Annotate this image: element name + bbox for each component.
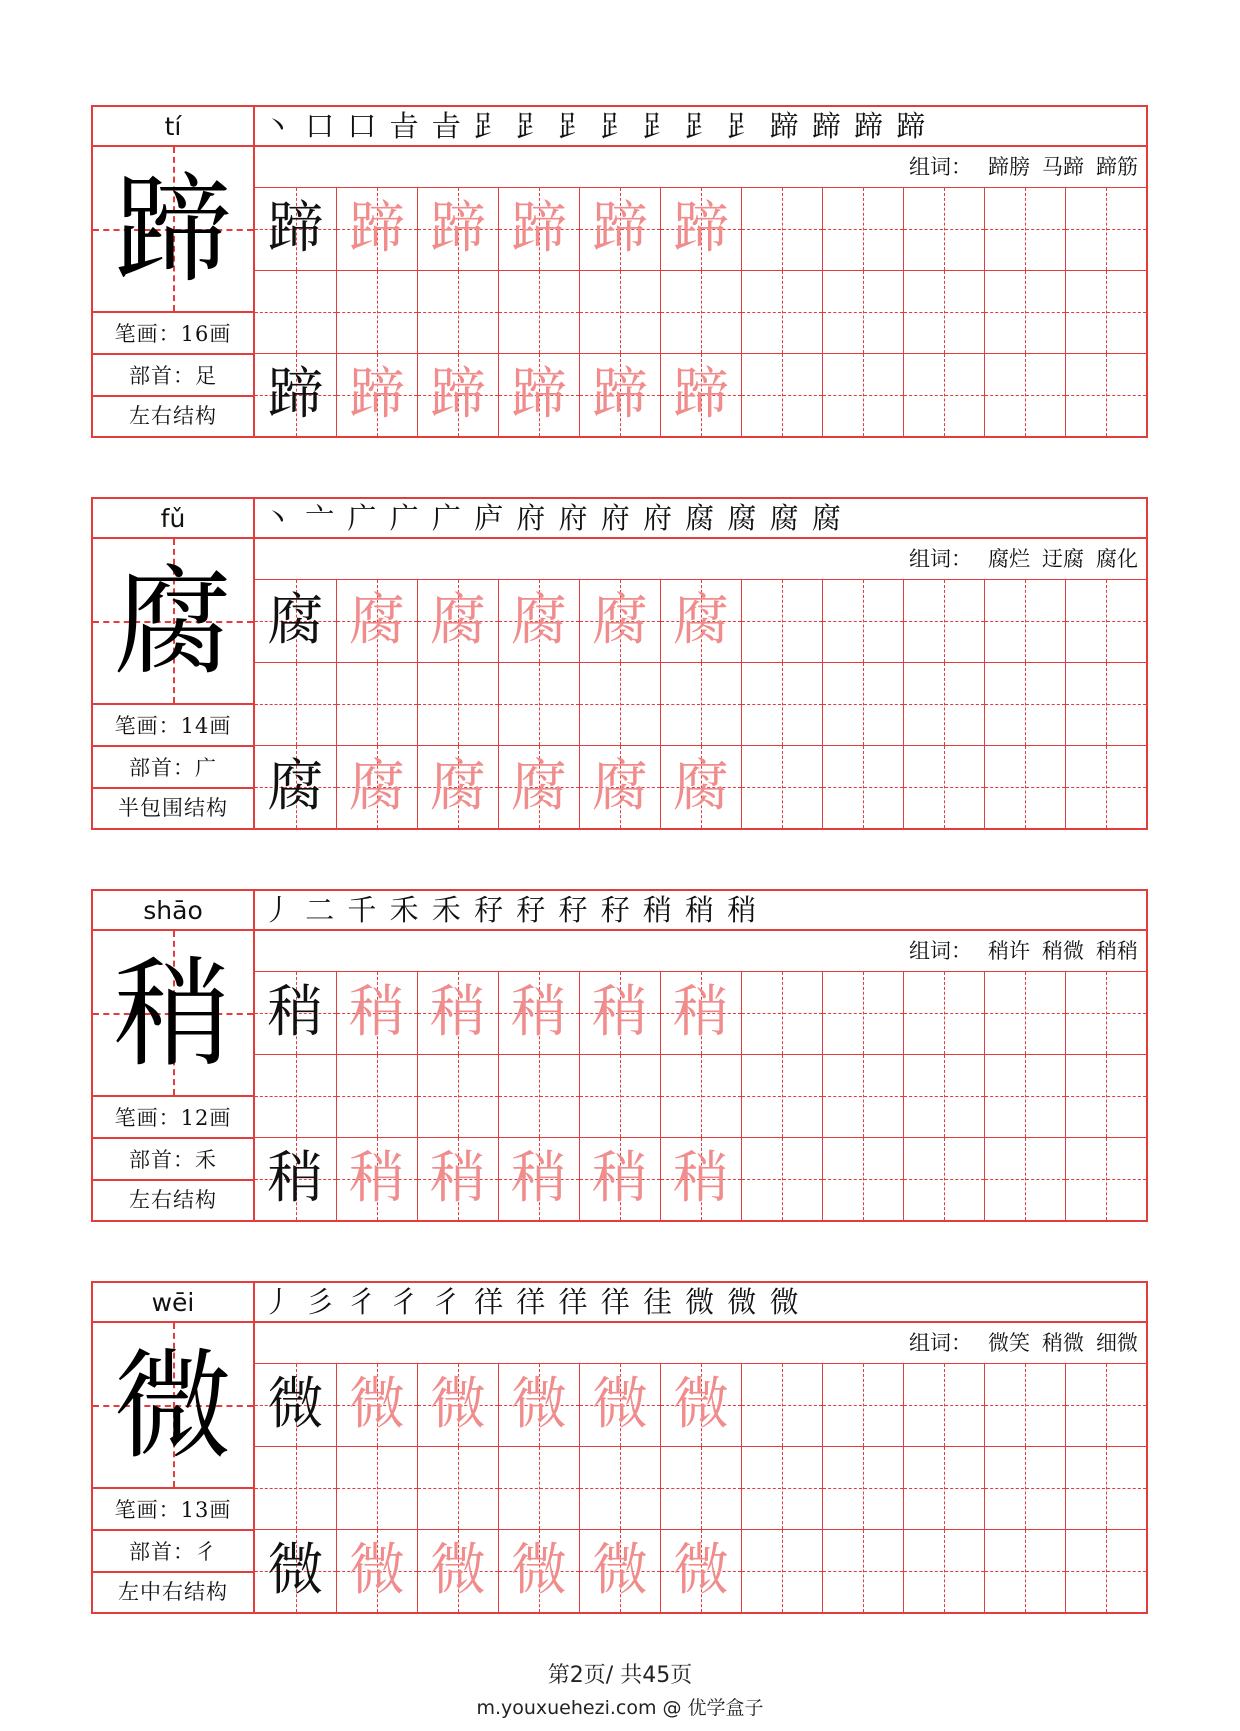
word-examples <box>255 931 1146 971</box>
practice-cell[interactable] <box>1065 1363 1146 1446</box>
trace-character: 微 <box>430 1372 486 1437</box>
practice-cell[interactable] <box>255 745 336 828</box>
pinyin-label: wēi <box>93 1283 255 1323</box>
practice-cell[interactable] <box>660 270 741 353</box>
main-character-box <box>93 147 255 313</box>
model-character: 微 <box>267 1538 324 1603</box>
practice-cell[interactable] <box>417 353 498 436</box>
practice-cell[interactable] <box>579 270 660 353</box>
practice-cell[interactable] <box>660 971 741 1054</box>
practice-cell[interactable] <box>498 579 579 662</box>
practice-cell[interactable] <box>579 1363 660 1446</box>
practice-cell[interactable] <box>417 187 498 270</box>
practice-cell[interactable] <box>1065 1054 1146 1137</box>
practice-cell[interactable] <box>336 662 417 745</box>
practice-cell[interactable] <box>498 745 579 828</box>
trace-character: 微 <box>511 1538 567 1603</box>
practice-cell[interactable] <box>336 1054 417 1137</box>
practice-grid <box>255 579 1146 828</box>
practice-grid <box>255 187 1146 436</box>
trace-character: 微 <box>349 1372 405 1437</box>
practice-cell[interactable] <box>498 270 579 353</box>
stroke-order-sequence: 丶 亠 广 广 广 庐 府 府 府 府 腐 腐 腐 腐 <box>255 499 1146 539</box>
practice-cell[interactable] <box>336 579 417 662</box>
structure-label: 半包围结构 <box>93 789 255 828</box>
practice-cell[interactable] <box>984 745 1065 828</box>
trace-character: 稍 <box>430 1146 486 1211</box>
practice-cell[interactable] <box>1065 1529 1146 1612</box>
example-word: 马蹄 <box>1042 155 1084 179</box>
practice-cell[interactable] <box>417 1054 498 1137</box>
practice-cell[interactable] <box>1065 1137 1146 1220</box>
radical-label: 部首：禾 <box>93 1139 255 1181</box>
trace-character: 腐 <box>349 754 405 819</box>
example-word: 腐烂 <box>988 547 1030 571</box>
practice-cell[interactable] <box>336 270 417 353</box>
practice-cell[interactable] <box>741 1446 822 1529</box>
practice-cell[interactable] <box>660 1137 741 1220</box>
practice-cell[interactable] <box>255 187 336 270</box>
trace-character: 稍 <box>511 980 567 1045</box>
trace-character: 蹄 <box>511 196 567 261</box>
trace-character: 蹄 <box>511 362 567 427</box>
trace-character: 腐 <box>430 588 486 653</box>
practice-cell[interactable] <box>336 1446 417 1529</box>
radical-label: 部首：广 <box>93 747 255 789</box>
practice-cell[interactable] <box>903 745 984 828</box>
practice-cell[interactable] <box>417 579 498 662</box>
trace-character: 稍 <box>349 980 405 1045</box>
trace-character: 蹄 <box>430 362 486 427</box>
practice-cell[interactable] <box>660 662 741 745</box>
practice-cell[interactable] <box>255 971 336 1054</box>
model-character: 微 <box>267 1372 324 1437</box>
practice-cell[interactable] <box>903 187 984 270</box>
trace-character: 蹄 <box>673 362 729 427</box>
stroke-count: 笔画：14画 <box>93 705 255 747</box>
trace-character: 腐 <box>673 754 729 819</box>
practice-cell[interactable] <box>903 353 984 436</box>
practice-cell[interactable] <box>903 1137 984 1220</box>
words-label: 组词： <box>909 547 972 571</box>
stroke-order-sequence: 丿 彡 彳 彳 彳 徉 徉 徉 徉 徍 微 微 微 <box>255 1283 1146 1323</box>
trace-character: 蹄 <box>592 196 648 261</box>
character-card <box>91 889 1148 1222</box>
practice-cell[interactable] <box>903 270 984 353</box>
words-label: 组词： <box>909 1331 972 1355</box>
trace-character: 微 <box>673 1538 729 1603</box>
trace-character: 腐 <box>592 754 648 819</box>
main-character: 腐 <box>113 553 232 691</box>
practice-cell[interactable] <box>903 579 984 662</box>
practice-cell[interactable] <box>660 353 741 436</box>
practice-cell[interactable] <box>984 1137 1065 1220</box>
practice-cell[interactable] <box>822 353 903 436</box>
example-word: 稍稍 <box>1096 939 1138 963</box>
model-character: 稍 <box>267 1146 324 1211</box>
practice-cell[interactable] <box>336 971 417 1054</box>
practice-cell[interactable] <box>741 1054 822 1137</box>
example-word: 迂腐 <box>1042 547 1084 571</box>
practice-cell[interactable] <box>336 187 417 270</box>
practice-cell[interactable] <box>1065 745 1146 828</box>
trace-character: 腐 <box>349 588 405 653</box>
practice-cell[interactable] <box>579 1529 660 1612</box>
practice-cell[interactable] <box>498 1529 579 1612</box>
page-number: 第2页/ 共45页 <box>547 1663 693 1688</box>
stroke-count: 笔画：12画 <box>93 1097 255 1139</box>
practice-cell[interactable] <box>255 1054 336 1137</box>
practice-cell[interactable] <box>579 1446 660 1529</box>
practice-cell[interactable] <box>741 1137 822 1220</box>
practice-cell[interactable] <box>741 662 822 745</box>
trace-character: 腐 <box>673 588 729 653</box>
trace-character: 腐 <box>511 588 567 653</box>
practice-cell[interactable] <box>984 579 1065 662</box>
practice-cell[interactable] <box>579 971 660 1054</box>
main-character-box <box>93 1323 255 1489</box>
practice-grid <box>255 1363 1146 1612</box>
practice-cell[interactable] <box>984 353 1065 436</box>
structure-label: 左右结构 <box>93 1181 255 1220</box>
practice-cell[interactable] <box>822 1137 903 1220</box>
practice-cell[interactable] <box>984 971 1065 1054</box>
practice-cell[interactable] <box>336 1529 417 1612</box>
practice-cell[interactable] <box>336 1137 417 1220</box>
practice-cell[interactable] <box>1065 1446 1146 1529</box>
trace-character: 微 <box>511 1372 567 1437</box>
practice-cell[interactable] <box>822 971 903 1054</box>
practice-cell[interactable] <box>498 187 579 270</box>
example-word: 腐化 <box>1096 547 1138 571</box>
trace-character: 蹄 <box>673 196 729 261</box>
practice-cell[interactable] <box>498 1137 579 1220</box>
trace-character: 腐 <box>592 588 648 653</box>
trace-character: 微 <box>592 1372 648 1437</box>
practice-cell[interactable] <box>822 579 903 662</box>
practice-cell[interactable] <box>741 187 822 270</box>
main-character-box <box>93 539 255 705</box>
trace-character: 微 <box>349 1538 405 1603</box>
practice-cell[interactable] <box>1065 662 1146 745</box>
practice-cell[interactable] <box>1065 971 1146 1054</box>
practice-cell[interactable] <box>498 662 579 745</box>
practice-cell[interactable] <box>579 353 660 436</box>
practice-cell[interactable] <box>903 971 984 1054</box>
stroke-count: 笔画：16画 <box>93 313 255 355</box>
practice-cell[interactable] <box>336 353 417 436</box>
words-label: 组词： <box>909 939 972 963</box>
word-examples <box>255 1323 1146 1363</box>
practice-cell[interactable] <box>741 745 822 828</box>
example-word: 稍许 <box>988 939 1030 963</box>
practice-cell[interactable] <box>822 1054 903 1137</box>
character-card <box>91 497 1148 830</box>
practice-cell[interactable] <box>984 1529 1065 1612</box>
practice-cell[interactable] <box>498 1054 579 1137</box>
trace-character: 腐 <box>511 754 567 819</box>
practice-cell[interactable] <box>822 1363 903 1446</box>
practice-cell[interactable] <box>579 662 660 745</box>
practice-cell[interactable] <box>903 1054 984 1137</box>
main-character: 稍 <box>113 945 232 1083</box>
stroke-order-sequence: 丶 口 口 㫖 㫖 𧾷 𧾷 𧾷 𧾷 𧾷 𧾷 𧾷 蹄 蹄 蹄 蹄 <box>255 107 1146 147</box>
stroke-order-sequence: 丿 二 千 禾 禾 秄 秄 秄 秄 稍 稍 稍 <box>255 891 1146 931</box>
practice-cell[interactable] <box>741 971 822 1054</box>
practice-cell[interactable] <box>660 1054 741 1137</box>
practice-cell[interactable] <box>579 579 660 662</box>
practice-cell[interactable] <box>336 1363 417 1446</box>
practice-cell[interactable] <box>660 1446 741 1529</box>
practice-cell[interactable] <box>255 662 336 745</box>
practice-cell[interactable] <box>741 270 822 353</box>
site-credit: m.youxuehezi.com @ 优学盒子 <box>476 1697 764 1719</box>
practice-cell[interactable] <box>498 971 579 1054</box>
trace-character: 蹄 <box>349 362 405 427</box>
model-character: 腐 <box>267 588 324 653</box>
practice-cell[interactable] <box>498 1363 579 1446</box>
practice-cell[interactable] <box>660 745 741 828</box>
structure-label: 左右结构 <box>93 397 255 436</box>
practice-cell[interactable] <box>822 270 903 353</box>
practice-cell[interactable] <box>255 1446 336 1529</box>
practice-cell[interactable] <box>741 1363 822 1446</box>
practice-grid <box>255 971 1146 1220</box>
practice-cell[interactable] <box>741 1529 822 1612</box>
practice-cell[interactable] <box>579 745 660 828</box>
example-word: 细微 <box>1096 1331 1138 1355</box>
trace-character: 稍 <box>673 980 729 1045</box>
practice-cell[interactable] <box>903 1529 984 1612</box>
trace-character: 蹄 <box>349 196 405 261</box>
trace-character: 稍 <box>592 1146 648 1211</box>
practice-cell[interactable] <box>417 1446 498 1529</box>
trace-character: 稍 <box>430 980 486 1045</box>
practice-cell[interactable] <box>741 353 822 436</box>
character-card <box>91 1281 1148 1614</box>
practice-cell[interactable] <box>1065 353 1146 436</box>
practice-cell[interactable] <box>1065 270 1146 353</box>
practice-cell[interactable] <box>255 270 336 353</box>
practice-cell[interactable] <box>1065 187 1146 270</box>
practice-cell[interactable] <box>984 270 1065 353</box>
practice-cell[interactable] <box>984 1446 1065 1529</box>
practice-cell[interactable] <box>579 1137 660 1220</box>
trace-character: 微 <box>592 1538 648 1603</box>
practice-cell[interactable] <box>984 187 1065 270</box>
practice-cell[interactable] <box>498 1446 579 1529</box>
example-word: 稍微 <box>1042 939 1084 963</box>
practice-cell[interactable] <box>903 1446 984 1529</box>
practice-cell[interactable] <box>660 1363 741 1446</box>
practice-cell[interactable] <box>255 579 336 662</box>
practice-cell[interactable] <box>903 1363 984 1446</box>
practice-cell[interactable] <box>579 187 660 270</box>
practice-cell[interactable] <box>417 971 498 1054</box>
practice-cell[interactable] <box>1065 579 1146 662</box>
practice-cell[interactable] <box>417 1529 498 1612</box>
practice-cell[interactable] <box>579 1054 660 1137</box>
example-word: 微笑 <box>988 1331 1030 1355</box>
practice-cell[interactable] <box>984 1054 1065 1137</box>
words-label: 组词： <box>909 155 972 179</box>
main-character-box <box>93 931 255 1097</box>
pinyin-label: tí <box>93 107 255 147</box>
practice-cell[interactable] <box>255 353 336 436</box>
example-word: 蹄膀 <box>988 155 1030 179</box>
practice-cell[interactable] <box>417 662 498 745</box>
practice-cell[interactable] <box>417 1137 498 1220</box>
example-word: 稍微 <box>1042 1331 1084 1355</box>
practice-cell[interactable] <box>255 1137 336 1220</box>
practice-cell[interactable] <box>822 1529 903 1612</box>
model-character: 稍 <box>267 980 324 1045</box>
radical-label: 部首：足 <box>93 355 255 397</box>
structure-label: 左中右结构 <box>93 1573 255 1612</box>
stroke-count: 笔画：13画 <box>93 1489 255 1531</box>
model-character: 腐 <box>267 754 324 819</box>
practice-cell[interactable] <box>822 187 903 270</box>
practice-cell[interactable] <box>255 1363 336 1446</box>
trace-character: 稍 <box>511 1146 567 1211</box>
model-character: 蹄 <box>267 196 324 261</box>
trace-character: 稍 <box>349 1146 405 1211</box>
practice-cell[interactable] <box>822 745 903 828</box>
pinyin-label: fǔ <box>93 499 255 539</box>
practice-cell[interactable] <box>336 745 417 828</box>
practice-cell[interactable] <box>660 579 741 662</box>
practice-cell[interactable] <box>417 270 498 353</box>
practice-cell[interactable] <box>417 1363 498 1446</box>
trace-character: 稍 <box>673 1146 729 1211</box>
trace-character: 腐 <box>430 754 486 819</box>
trace-character: 微 <box>673 1372 729 1437</box>
practice-cell[interactable] <box>984 1363 1065 1446</box>
word-examples <box>255 147 1146 187</box>
trace-character: 蹄 <box>592 362 648 427</box>
trace-character: 蹄 <box>430 196 486 261</box>
practice-cell[interactable] <box>498 353 579 436</box>
practice-cell[interactable] <box>822 662 903 745</box>
main-character: 蹄 <box>113 161 232 299</box>
character-card <box>91 105 1148 438</box>
trace-character: 微 <box>430 1538 486 1603</box>
practice-cell[interactable] <box>660 1529 741 1612</box>
practice-cell[interactable] <box>255 1529 336 1612</box>
practice-cell[interactable] <box>660 187 741 270</box>
practice-cell[interactable] <box>984 662 1065 745</box>
word-examples <box>255 539 1146 579</box>
radical-label: 部首：彳 <box>93 1531 255 1573</box>
practice-cell[interactable] <box>903 662 984 745</box>
model-character: 蹄 <box>267 362 324 427</box>
example-word: 蹄筋 <box>1096 155 1138 179</box>
trace-character: 稍 <box>592 980 648 1045</box>
practice-cell[interactable] <box>822 1446 903 1529</box>
practice-cell[interactable] <box>741 579 822 662</box>
pinyin-label: shāo <box>93 891 255 931</box>
practice-cell[interactable] <box>417 745 498 828</box>
main-character: 微 <box>113 1337 232 1475</box>
